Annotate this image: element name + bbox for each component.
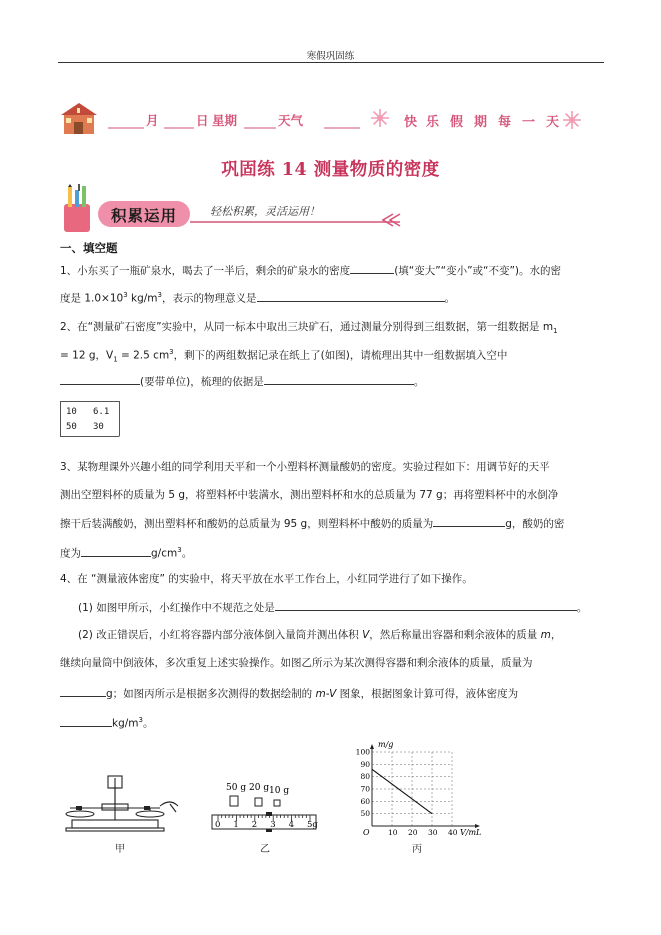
scale-label: 3 <box>270 820 276 830</box>
q4-line1 <box>60 572 473 586</box>
date-banner <box>60 100 605 140</box>
x-tick-label: 40 <box>448 828 458 837</box>
q2-text-a: 2、在“测量矿石密度”实验中，从同一标本中取出三块矿石，通过测量分别得到三组数据，第一组数据是 m <box>60 321 554 333</box>
q3-line3 <box>60 515 564 531</box>
chart-origin: O <box>363 828 370 837</box>
q1-text-e: ，表示的物理意义是 <box>162 292 257 305</box>
accumulate-label: 积累运用 <box>110 207 177 225</box>
x-tick-label: 10 <box>388 828 398 837</box>
q4-blank-3[interactable] <box>60 715 112 727</box>
slogan-char: 每 <box>498 115 512 130</box>
x-tick-label: 30 <box>428 828 438 837</box>
q1-sup-1: 3 <box>123 291 128 299</box>
q4-text-a: 4、在 “测量液体密度” 的实验中，将天平放在水平工作台上，小红同学进行了如下操作。 <box>60 573 473 585</box>
q4-p2-text-f: 图象，根据图象计算可得，液体密度为 <box>336 688 519 700</box>
note-value: 6.1 <box>93 407 110 417</box>
weight-label-10: 10 g <box>269 786 290 796</box>
caption-yi: 乙 <box>260 844 270 855</box>
mv-chart <box>350 740 500 840</box>
q2-blank-1[interactable] <box>60 373 140 385</box>
q2-blank-2[interactable] <box>264 373 414 385</box>
caption-jia: 甲 <box>115 844 125 855</box>
y-tick-label: 80 <box>360 772 370 782</box>
q2-sup-1: 3 <box>169 348 174 356</box>
q3-blank-2[interactable] <box>81 545 151 557</box>
slogan-char: 一 <box>522 115 536 130</box>
q4-var-v: V <box>362 629 370 641</box>
q4-p2-text-d: 继续向量筒中倒液体，多次重复上述实验操作。如图乙所示为某次测得容器和剩余液体的质量，质量为 <box>60 657 533 669</box>
banner-day: 日 <box>196 113 209 128</box>
page-title: 巩固练 14 测量物质的密度 <box>221 160 440 180</box>
weights-figure <box>204 776 324 836</box>
q3-sup: 3 <box>177 546 182 554</box>
section-fill-in-blank: 一、填空题 <box>60 241 118 255</box>
q3-text-d: g，酸奶的密 <box>505 518 565 530</box>
q3-line4 <box>60 543 192 561</box>
q4-p1 <box>78 599 587 615</box>
y-tick-label: 50 <box>360 809 370 819</box>
q3-text-e: 度为 <box>60 547 81 560</box>
q4-blank-1[interactable] <box>275 599 577 611</box>
q2-text-e: (要带单位)，梳理的依据是 <box>140 376 264 388</box>
note-value: 10 <box>66 407 77 417</box>
school-icon <box>61 103 97 134</box>
q1-text-c: 度是 1.0×10 <box>60 292 124 305</box>
series-line <box>372 769 432 813</box>
q4-p2-end: 。 <box>142 717 154 730</box>
q1-text-f: 。 <box>444 292 455 305</box>
chart-xlabel: V/mL <box>460 828 482 837</box>
q4-var-mv: m-V <box>315 688 337 700</box>
q4-var-m: m <box>540 629 551 641</box>
q1-line2 <box>60 288 455 306</box>
q4-p2-line1 <box>78 628 561 642</box>
q2-sub-2: 1 <box>113 355 118 364</box>
slogan-char: 假 <box>450 115 464 130</box>
slogan-char: 乐 <box>426 115 440 130</box>
q4-p2-line2 <box>60 656 533 670</box>
banner-weekday: 星期 <box>212 113 238 128</box>
q2-sub-1: 1 <box>553 327 558 336</box>
scale-label: 4 <box>288 820 295 830</box>
q4-p2-text-b: ，然后称量出容器和剩余液体的质量 <box>369 629 541 641</box>
q4-sup: 3 <box>138 716 143 724</box>
weight-label-20: 20 g <box>249 783 270 793</box>
q4-p2-text-g: kg/m <box>112 717 139 730</box>
banner-weather: 天气 <box>278 113 304 128</box>
q2-line2 <box>60 345 507 367</box>
q3-line1 <box>60 460 550 474</box>
y-tick-label: 100 <box>355 747 370 757</box>
y-axis-arrow <box>370 744 374 749</box>
page-header: 寒假巩固练 <box>306 51 355 62</box>
q1-text-b: (填“变大”“变小”或“不变”)。水的密 <box>394 265 562 277</box>
q1-text-d: kg/m <box>127 292 158 305</box>
q4-p1-end: 。 <box>576 602 588 614</box>
q4-p1-text: (1) 如图甲所示，小红操作中不规范之处是 <box>78 602 275 614</box>
note-value: 30 <box>93 422 104 432</box>
header-rule <box>58 62 604 63</box>
q1-blank-1[interactable] <box>350 262 394 274</box>
q4-p2-text-c: ， <box>550 629 562 641</box>
q1-line1 <box>60 262 561 278</box>
q4-blank-2[interactable] <box>60 685 106 697</box>
scale-label: 5g <box>307 820 318 830</box>
slogan-char: 天 <box>546 115 560 130</box>
x-tick-label: 20 <box>408 828 418 837</box>
banner-slogan <box>404 114 559 130</box>
balance-figure <box>58 768 183 838</box>
pencil-cup-icon <box>58 184 98 234</box>
y-tick-label: 70 <box>360 784 370 794</box>
q3-blank-1[interactable] <box>433 515 505 527</box>
q2-text-d: ，剩下的两组数据记录在纸上了(如图)，请梳理出其中一组数据填入空中 <box>173 349 508 362</box>
banner-month: 月 <box>146 113 159 128</box>
scale-label: 2 <box>251 820 258 830</box>
q2-text-f: 。 <box>413 376 425 388</box>
q1-sup-2: 3 <box>157 291 162 299</box>
q4-p2-line3 <box>60 685 518 701</box>
q2-line3 <box>60 373 424 389</box>
scale-label: 0 <box>215 820 221 830</box>
q1-text-a: 1、小东买了一瓶矿泉水，喝去了一半后，剩余的矿泉水的密度 <box>60 265 351 277</box>
q4-p2-text-a: (2) 改正错误后，小红将容器内部分液体倒入量筒并测出体积 <box>78 629 363 641</box>
slogan-arrow-icon <box>188 210 403 230</box>
snowflake-icon <box>563 111 581 129</box>
q3-text-f: g/cm <box>151 547 178 560</box>
note-paper-figure <box>60 401 120 437</box>
q4-p2-line4 <box>60 713 153 731</box>
weight-label-50: 50 g <box>226 783 247 793</box>
q2-text-c: = 2.5 cm <box>117 349 170 362</box>
q1-blank-2[interactable] <box>257 290 445 302</box>
note-value: 50 <box>66 422 77 432</box>
slogan-char: 快 <box>404 115 418 130</box>
scale-label: 1 <box>233 820 239 830</box>
y-tick-label: 90 <box>360 759 370 769</box>
q3-text-g: 。 <box>181 547 193 560</box>
q3-text-a: 3、某物理课外兴趣小组的同学利用天平和一个小塑料杯测量酸奶的密度。实验过程如下：用调节好的天平 <box>60 461 550 473</box>
chart-ylabel: m/g <box>378 740 394 749</box>
slogan-char: 期 <box>474 115 488 130</box>
q4-p2-text-e: g；如图丙所示是根据多次测得的数据绘制的 <box>106 688 316 700</box>
caption-bing: 丙 <box>412 844 422 855</box>
snowflake-icon <box>371 109 389 127</box>
q3-text-c: 擦干后装满酸奶，测出塑料杯和酸奶的总质量为 95 g，则塑料杯中酸奶的质量为 <box>60 518 434 530</box>
q2-line1 <box>60 320 558 338</box>
y-tick-label: 60 <box>360 796 370 806</box>
q3-line2 <box>60 488 558 502</box>
accumulate-slogan: 轻松积累，灵活运用！ <box>210 205 320 218</box>
q2-text-b: = 12 g，V <box>60 349 114 362</box>
q3-text-b: 测出空塑料杯的质量为 5 g，将塑料杯中装满水，测出塑料杯和水的总质量为 77 g；再将塑料杯中的水倒净 <box>60 489 559 501</box>
